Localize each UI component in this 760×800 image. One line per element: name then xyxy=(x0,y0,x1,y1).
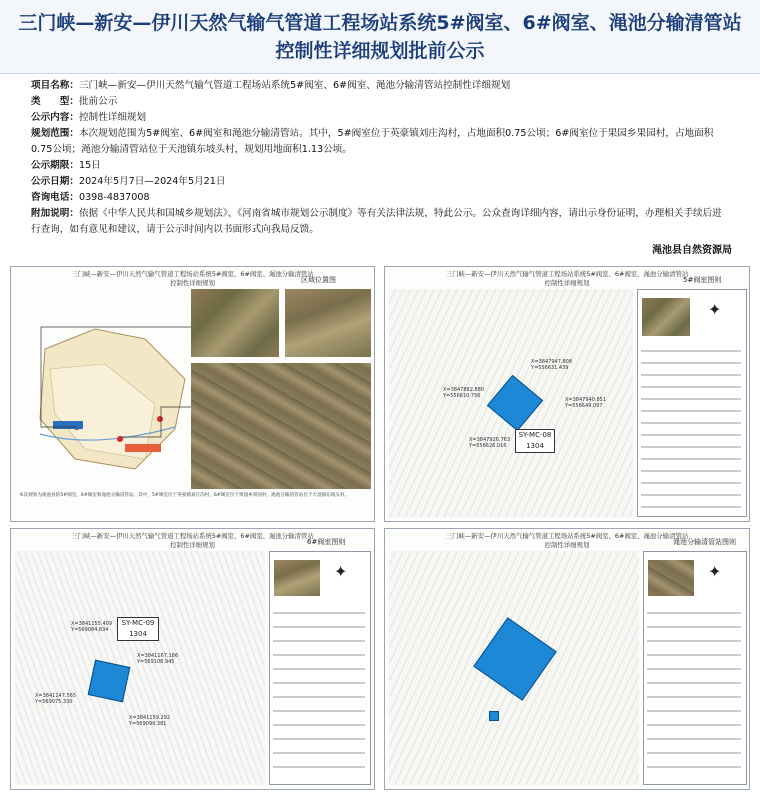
panel2-north-arrow-icon: ✦ xyxy=(708,300,722,319)
scope-label: 规划范围： xyxy=(31,128,79,139)
parcel-code-6-text: SY-MC-09 xyxy=(121,619,155,627)
coord-6-a: X=3841155.409 xyxy=(71,621,113,627)
date-label: 公示日期： xyxy=(31,176,79,187)
panel4-title-line2: 控制性详细规划 xyxy=(544,541,590,549)
page-title-line2: 控制性详细规划批前公示 xyxy=(275,40,485,62)
project-name-label: 项目名称： xyxy=(31,80,79,91)
coord-5-d: Y=556610.756 xyxy=(443,393,481,399)
panel3-north-arrow-icon: ✦ xyxy=(334,562,348,581)
panel4-title-line1: 三门峡—新安—伊川天然气输气管道工程场站系统5#阀室、6#阀室、渑池分输清管站 xyxy=(445,532,689,540)
panel1-caption: 本次规划为渑池县的5#阀室、6#阀室和渑池分输清管站。其中，5#阀室位于英豪镇刘庄沟村，6#阀室位于果园乡果园村，渑池分输清管站位于天池镇东坡头村。 xyxy=(19,493,350,498)
panel-distribution-station[interactable] xyxy=(384,528,750,790)
date-row xyxy=(31,174,731,190)
category-row xyxy=(31,94,731,110)
project-name: 三门峡—新安—伊川天然气输气管道工程场站系统5#阀室、6#阀室、渑池分输清管站控制性详细规划 xyxy=(78,80,511,91)
panel2-legend xyxy=(637,289,747,517)
period-label: 公示期限： xyxy=(31,160,79,171)
panel1-title-line2: 控制性详细规划 xyxy=(170,279,215,287)
scope-row xyxy=(31,126,731,158)
project-name-row xyxy=(31,78,731,94)
panel3-aerial xyxy=(274,560,320,596)
panel3-contour-map xyxy=(15,551,265,785)
panel-valve-room-6[interactable] xyxy=(10,528,375,790)
coord-5-g: X=3847926.763 xyxy=(469,437,511,443)
note-row xyxy=(31,206,731,238)
panel4-north-arrow-icon: ✦ xyxy=(708,562,722,581)
period-row xyxy=(31,158,731,174)
panel1-title-line1: 三门峡—新安—伊川天然气输气管道工程场站系统5#阀室、6#阀室、渑池分输清管站 xyxy=(71,270,314,278)
panel4-legend xyxy=(643,551,747,785)
page-title-line1: 三门峡—新安—伊川天然气输气管道工程场站系统5#阀室、6#阀室、渑池分输清管站 xyxy=(18,12,742,34)
category-label: 类 型： xyxy=(31,96,79,107)
site-parcel-6[interactable] xyxy=(88,660,131,703)
coord-6-g: X=3841159.292 xyxy=(129,715,171,721)
coord-6-e: X=3841147.565 xyxy=(35,693,77,699)
panel3-title-line2: 控制性详细规划 xyxy=(170,541,215,549)
coord-6-h: Y=569099.381 xyxy=(129,721,167,727)
notice-body xyxy=(31,78,731,238)
issuer-signature: 渑池县自然资源局 xyxy=(652,245,732,256)
panel2-aerial xyxy=(642,298,690,336)
coord-5-e: X=3847940.851 xyxy=(565,397,607,403)
site-parcel-station-small[interactable] xyxy=(489,711,499,721)
content-row xyxy=(31,110,731,126)
phone-label: 咨询电话： xyxy=(31,192,79,203)
notice-header xyxy=(0,0,760,74)
panel4-aerial xyxy=(648,560,694,596)
period: 15日 xyxy=(78,160,101,171)
coord-5-a: X=3847947.808 xyxy=(531,359,573,365)
date: 2024年5月7日—2024年5月21日 xyxy=(78,176,226,187)
coord-5-b: Y=556631.439 xyxy=(531,365,569,371)
panel-valve-room-5[interactable] xyxy=(384,266,750,522)
coord-6-f: Y=569075.330 xyxy=(35,699,73,705)
phone-row xyxy=(31,190,731,206)
parcel-code-5-num: 1304 xyxy=(526,442,544,450)
content-label: 公示内容： xyxy=(31,112,79,123)
coord-5-c: X=3847882.880 xyxy=(443,387,485,393)
note-label: 附加说明： xyxy=(31,208,79,219)
coord-6-b: Y=569084.834 xyxy=(71,627,109,633)
connector-lines xyxy=(11,267,375,522)
coord-6-c: X=3841167.186 xyxy=(137,653,179,659)
parcel-code-6-num: 1304 xyxy=(129,630,147,638)
note: 依据《中华人民共和国城乡规划法》、《河南省城市规划公示制度》等有关法律法规，特此公示。公众查询详细内容，请出示身份证明，办理相关手续后进行查询，如有意见和建议，请于公示时间内以书面形式向我局反馈。 xyxy=(31,208,722,235)
category: 批前公示 xyxy=(78,96,118,107)
panel2-title-line2: 控制性详细规划 xyxy=(544,279,590,287)
panel-location-map[interactable] xyxy=(10,266,375,522)
scope: 本次规划范围为5#阀室、6#阀室和渑池分输清管站。其中，5#阀室位于英豪镇刘庄沟村，占地面积0.75公顷；6#阀室位于果园乡果园村，占地面积0.75公顷；渑池分输清管站位于天池镇东坡头村，规划用地面积1.13公顷。 xyxy=(31,128,714,155)
panel4-tag: 渑池分输清管站图则 xyxy=(673,538,736,546)
parcel-code-5-text: SY-MC-08 xyxy=(518,431,552,439)
coord-5-f: Y=556649.097 xyxy=(565,403,603,409)
panel3-tag: 6#阀室图则 xyxy=(307,538,346,546)
parcel-code-5 xyxy=(515,429,555,453)
content: 控制性详细规划 xyxy=(78,112,147,123)
panel2-tag: 5#阀室图则 xyxy=(683,276,722,284)
panel1-tag: 区域位置图 xyxy=(301,276,336,284)
panel3-legend xyxy=(269,551,371,785)
parcel-code-6 xyxy=(117,617,159,641)
panel3-title-line1: 三门峡—新安—伊川天然气输气管道工程场站系统5#阀室、6#阀室、渑池分输清管站 xyxy=(71,532,314,540)
coord-6-d: Y=569108.945 xyxy=(137,659,175,665)
coord-5-h: Y=556626.016 xyxy=(469,443,507,449)
panel2-title-line1: 三门峡—新安—伊川天然气输气管道工程场站系统5#阀室、6#阀室、渑池分输清管站 xyxy=(445,270,689,278)
phone: 0398-4837008 xyxy=(78,192,150,203)
